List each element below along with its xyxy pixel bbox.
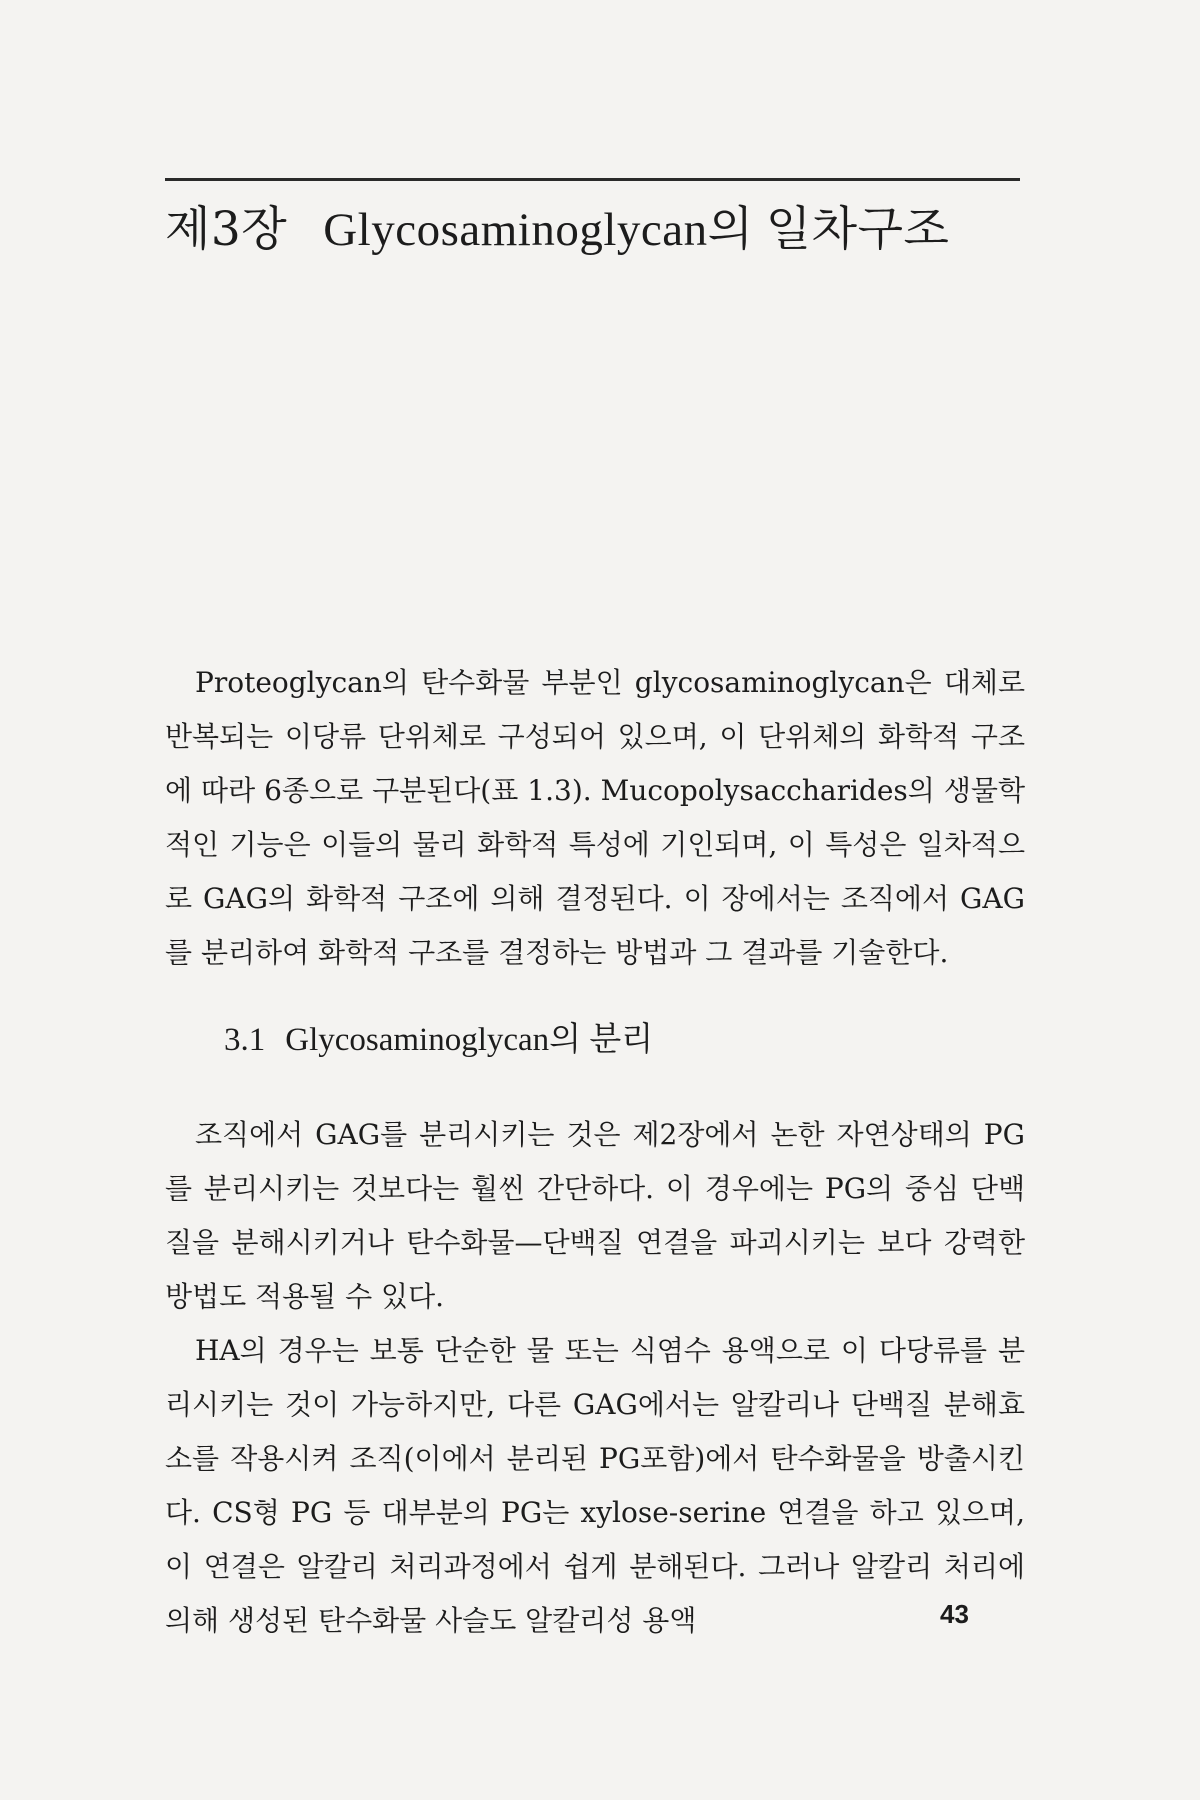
section-number: 3.1 (224, 1022, 266, 1058)
chapter-name: Glycosaminoglycan의 일차구조 (323, 204, 950, 256)
section-paragraph-1: 조직에서 GAG를 분리시키는 것은 제2장에서 논한 자연상태의 PG를 분리시키는 것보다는 훨씬 간단하다. 이 경우에는 PG의 중심 단백질을 분해시키거나 탄수화물—단백질 연결을 파괴시키는 보다 강력한 방법도 적용될 수 있다. (165, 1118, 1025, 1313)
chapter-top-rule (165, 178, 1020, 181)
page-number: 43 (940, 1599, 969, 1629)
section-heading (224, 1015, 653, 1065)
intro-paragraph: Proteoglycan의 탄수화물 부분인 glycosaminoglycan은 대체로 반복되는 이당류 단위체로 구성되어 있으며, 이 단위체의 화학적 구조에 따라 6종으로 구분된다(표 1.3). Mucopolysaccharides의 생물학적인 기능은 이들의 물리 화학적 특성에 기인되며, 이 특성은 일차적으로 GAG의 화학적 구조에 의해 결정된다. 이 장에서는 조직에서 GAG를 분리하여 화학적 구조를 결정하는 방법과 그 결과를 기술한다. (165, 666, 1025, 969)
section-title: Glycosaminoglycan의 분리 (285, 1022, 654, 1058)
chapter-title (165, 200, 1025, 260)
section-paragraph-2: HA의 경우는 보통 단순한 물 또는 식염수 용액으로 이 다당류를 분리시키는 것이 가능하지만, 다른 GAG에서는 알칼리나 단백질 분해효소를 작용시켜 조직(이에서 분리된 PG포함)에서 탄수화물을 방출시킨다. CS형 PG 등 대부분의 PG는 xylose-serine 연결을 하고 있으며, 이 연결은 알칼리 처리과정에서 쉽게 분해된다. 그러나 알칼리 처리에 의해 생성된 탄수화물 사슬도 알칼리성 용액 (165, 1334, 1025, 1637)
chapter-number: 제3장 (165, 202, 288, 257)
